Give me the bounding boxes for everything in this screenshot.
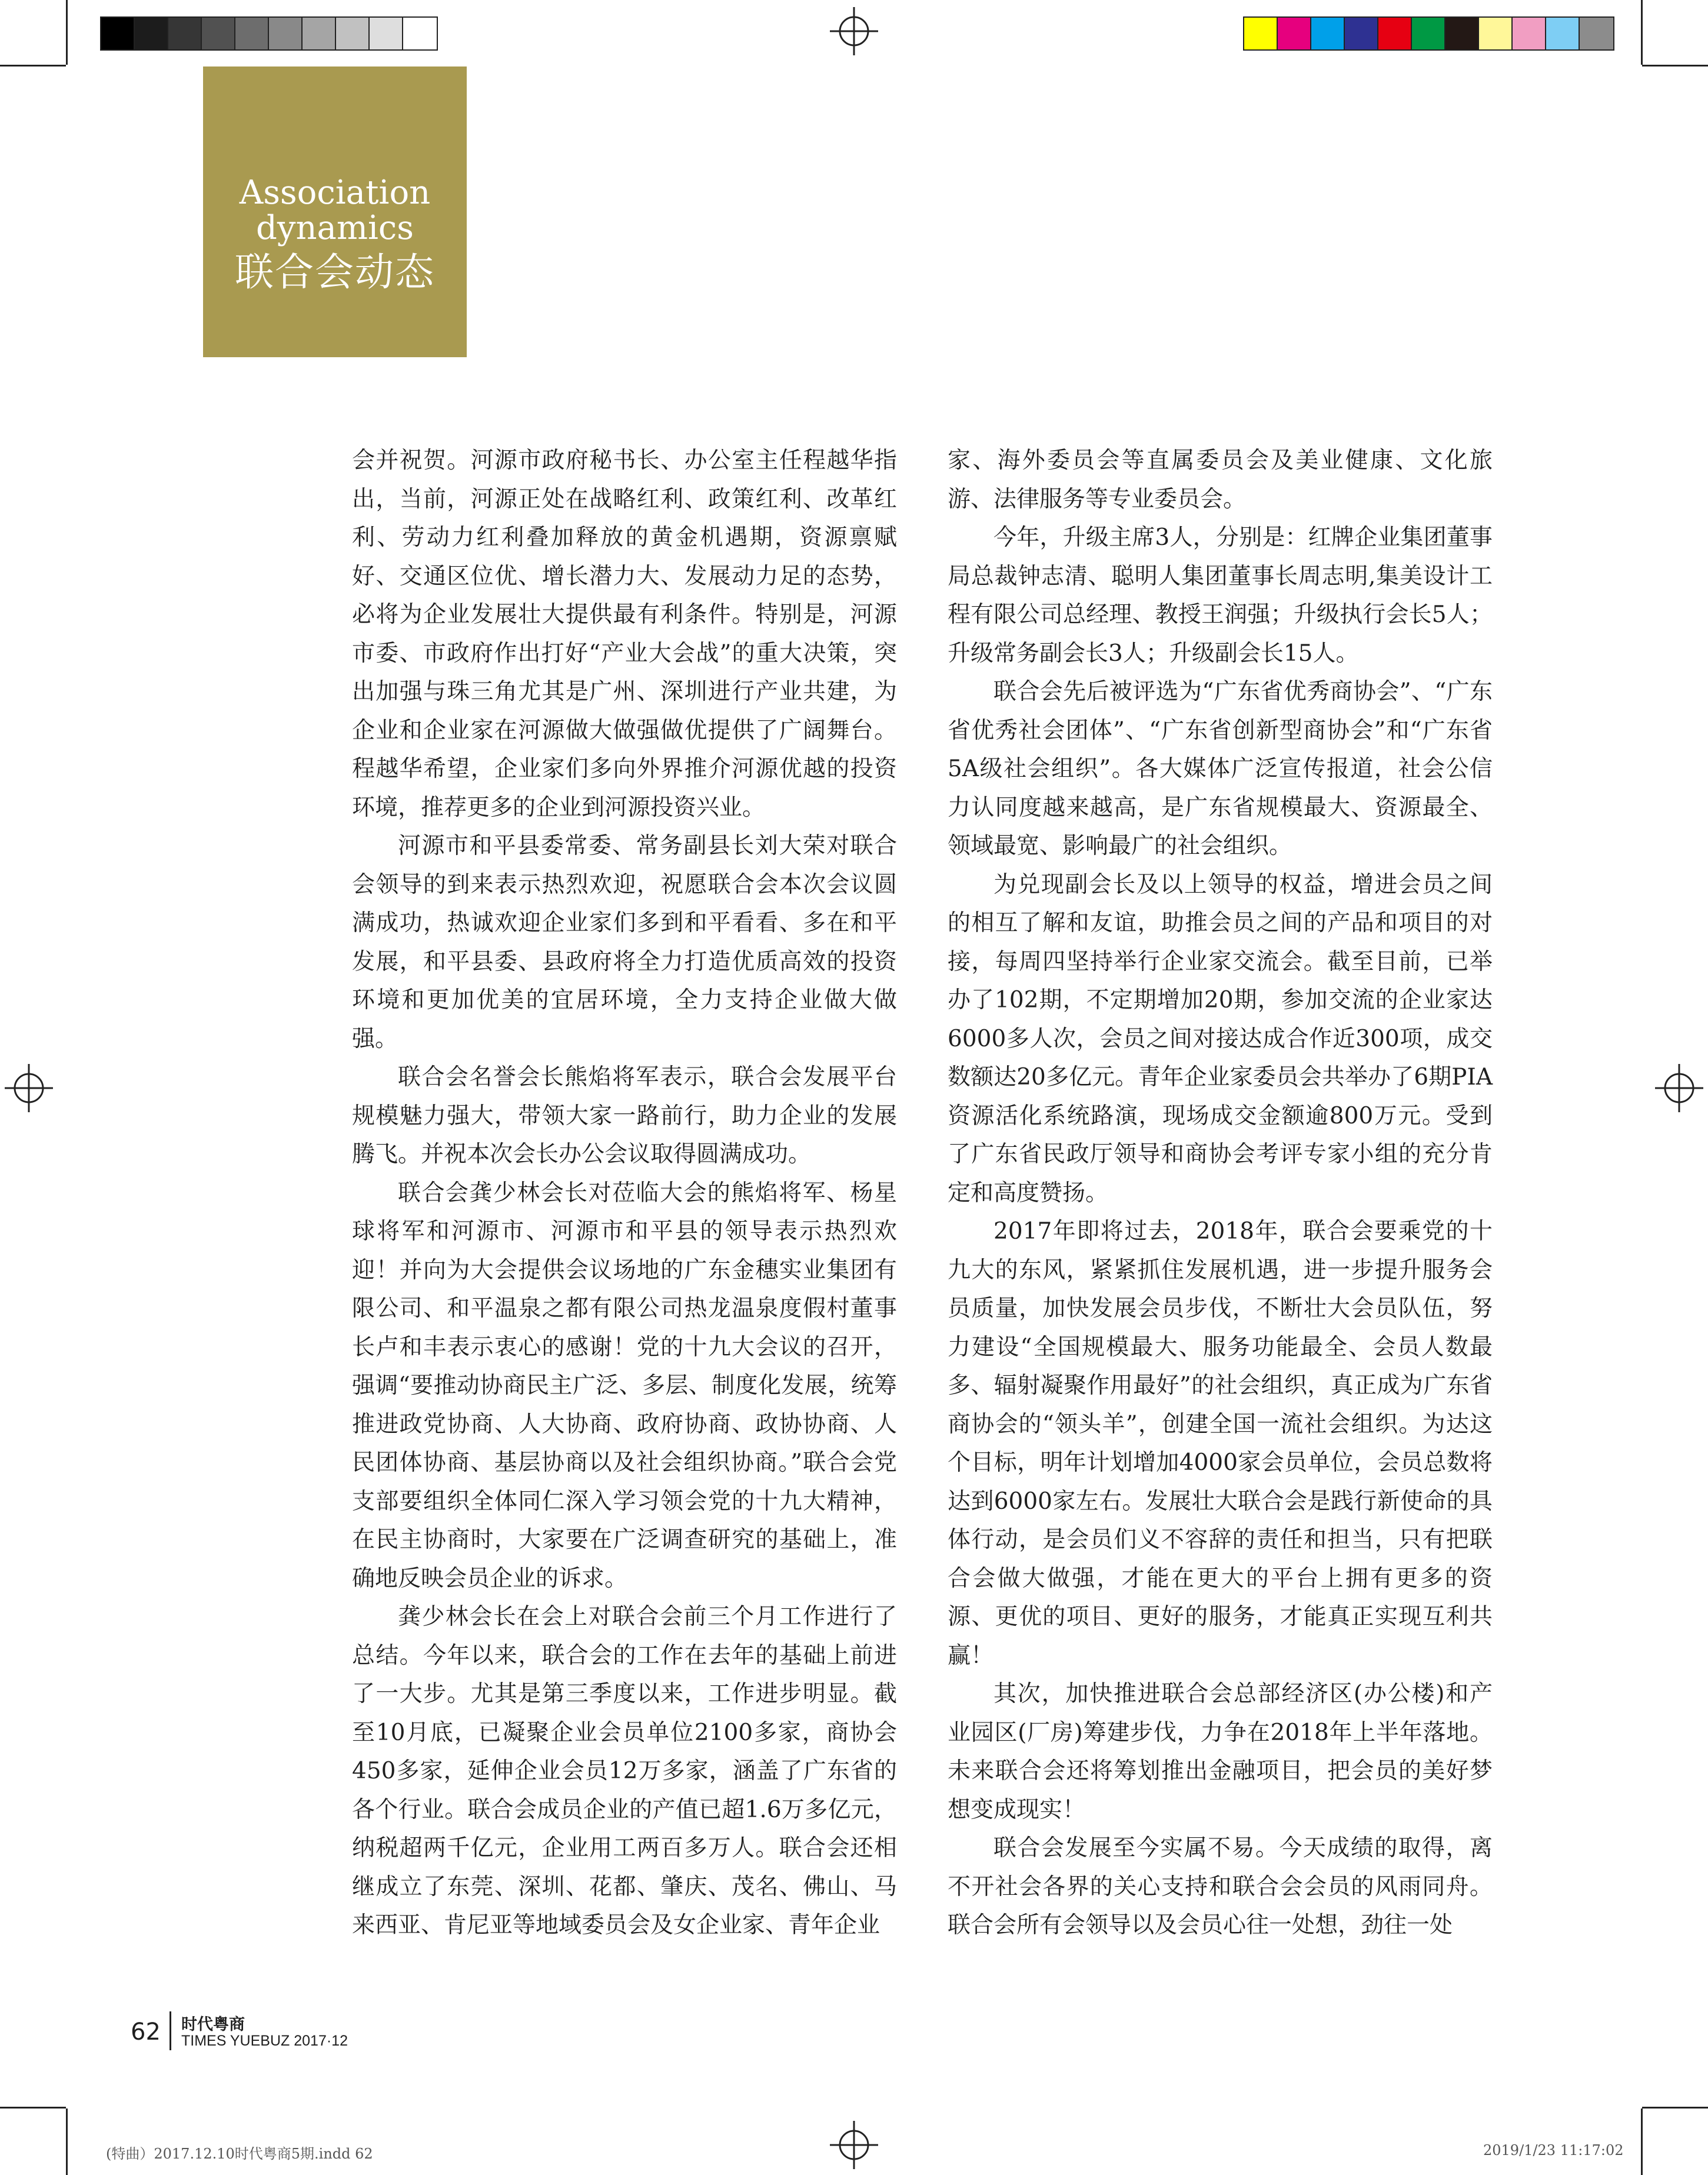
article-paragraph: 会并祝贺。河源市政府秘书长、办公室主任程越华指出，当前，河源正处在战略红利、政策红利、改革红利、劳动力红利叠加释放的黄金机遇期，资源禀赋好、交通区位优、增长潜力大、发展动力足的态势，必将为企业发展壮大提供最有利条件。特别是，河源市委、市政府作出打好“产业大会战”的重大决策，突出加强与珠三角尤其是广州、深圳进行产业共建，为企业和企业家在河源做大做强做优提供了广阔舞台。程越华希望，企业家们多向外界推介河源优越的投资环境，推荐更多的企业到河源投资兴业。 (352, 447, 897, 821)
section-title-en-line1: Association (239, 174, 431, 212)
registration-mark-icon (1655, 1064, 1703, 1112)
print-slug-file: (特曲）2017.12.10时代粤商5期.indd 62 (106, 2146, 373, 2162)
color-swatch (269, 18, 303, 49)
color-swatch (1479, 18, 1513, 49)
color-swatch (101, 18, 135, 49)
crop-mark (66, 0, 68, 65)
color-swatch (1244, 18, 1278, 49)
section-title-en-line2: dynamics (255, 209, 414, 247)
article-paragraph: 联合会发展至今实属不易。今天成绩的取得，离不开社会各界的关心支持和联合会会员的风雨同舟。联合会所有会领导以及会员心往一处想，劲往一处 (948, 1835, 1493, 1938)
color-swatch (1278, 18, 1311, 49)
article-paragraph: 家、海外委员会等直属委员会及美业健康、文化旅游、法律服务等专业委员会。 (948, 447, 1493, 513)
article-paragraph: 龚少林会长在会上对联合会前三个月工作进行了总结。今年以来，联合会的工作在去年的基础上前进了一大步。尤其是第三季度以来，工作进步明显。截至10月底，已凝聚企业会员单位2100多家，商协会450多家，延伸企业会员12万多家，涵盖了广东省的各个行业。联合会成员企业的产值已超1.6万多亿元，纳税超两千亿元，企业用工两百多万人。联合会还相继成立了东莞、深圳、花都、肇庆、茂名、佛山、马来西亚、肯尼亚等地域委员会及女企业家、青年企业 (352, 1604, 897, 1938)
color-swatch (1546, 18, 1580, 49)
crop-mark (66, 2109, 68, 2175)
registration-mark-icon (830, 7, 878, 55)
color-swatch (235, 18, 269, 49)
grayscale-calibration-bar (100, 16, 438, 51)
footer-divider (170, 2011, 171, 2050)
crop-mark (1641, 0, 1643, 65)
article-paragraph: 今年，升级主席3人，分别是：红牌企业集团董事局总裁钟志清、聪明人集团董事长周志明,集美设计工程有限公司总经理、教授王润强；升级执行会长5人；升级常务副会长3人；升级副会长15人。 (948, 524, 1493, 667)
color-swatch (1446, 18, 1479, 49)
registration-mark-icon (5, 1064, 53, 1112)
crop-mark (1642, 2107, 1708, 2109)
color-swatch (1378, 18, 1412, 49)
section-title-cn: 联合会动态 (235, 250, 435, 295)
crop-mark (1642, 65, 1708, 66)
crop-mark (0, 2107, 66, 2109)
color-swatch (1513, 18, 1546, 49)
color-swatch (1311, 18, 1345, 49)
article-paragraph: 为兑现副会长及以上领导的权益，增进会员之间的相互了解和友谊，助推会员之间的产品和项目的对接，每周四坚持举行企业家交流会。截至目前，已举办了102期，不定期增加20期，参加交流的企业家达6000多人次，会员之间对接达成合作近300项，成交数额达20多亿元。青年企业家委员会共举办了6期PIA资源活化系统路演，现场成交金额逾800万元。受到了广东省民政厅领导和商协会考评专家小组的充分肯定和高度赞扬。 (948, 871, 1493, 1206)
article-paragraph: 其次，加快推进联合会总部经济区(办公楼)和产业园区(厂房)筹建步伐，力争在2018年上半年落地。未来联合会还将筹划推出金融项目，把会员的美好梦想变成现实！ (948, 1681, 1493, 1823)
article-column-right (948, 441, 1493, 1945)
color-swatch (1345, 18, 1378, 49)
registration-mark-icon (830, 2121, 878, 2169)
magazine-name-cn: 时代粤商 (181, 2016, 245, 2034)
article-paragraph: 河源市和平县委常委、常务副县长刘大荣对联合会领导的到来表示热烈欢迎，祝愿联合会本次会议圆满成功，热诚欢迎企业家们多到和平看看、多在和平发展，和平县委、县政府将全力打造优质高效的投资环境和更加优美的宜居环境，全力支持企业做大做强。 (352, 833, 897, 1052)
article-paragraph: 2017年即将过去，2018年，联合会要乘党的十九大的东风，紧紧抓住发展机遇，进一步提升服务会员质量，加快发展会员步伐，不断壮大会员队伍，努力建设“全国规模最大、服务功能最全、会员人数最多、辐射凝聚作用最好”的社会组织，真正成为广东省商协会的“领头羊”，创建全国一流社会组织。为达这个目标，明年计划增加4000家会员单位，会员总数将达到6000家左右。发展壮大联合会是践行新使命的具体行动，是会员们义不容辞的责任和担当，只有把联合会做大做强，才能在更大的平台上拥有更多的资源、更优的项目、更好的服务，才能真正实现互利共赢！ (948, 1218, 1493, 1669)
color-swatch (1412, 18, 1446, 49)
page-number: 62 (131, 2018, 161, 2046)
print-slug-timestamp: 2019/1/23 11:17:02 (1483, 2142, 1624, 2159)
article-paragraph: 联合会先后被评选为“广东省优秀商协会”、“广东省优秀社会团体”、“广东省创新型商协会”和“广东省5A级社会组织”。各大媒体广泛宣传报道，社会公信力认同度越来越高，是广东省规模最大、资源最全、领域最宽、影响最广的社会组织。 (948, 679, 1493, 859)
color-calibration-bar (1243, 16, 1614, 51)
article-paragraph: 联合会名誉会长熊焰将军表示，联合会发展平台规模魅力强大，带领大家一路前行，助力企业的发展腾飞。并祝本次会长办公会议取得圆满成功。 (352, 1064, 897, 1168)
color-swatch (370, 18, 403, 49)
color-swatch (135, 18, 168, 49)
color-swatch (336, 18, 370, 49)
article-column-left (352, 441, 897, 1945)
color-swatch (303, 18, 336, 49)
article-paragraph: 联合会龚少林会长对莅临大会的熊焰将军、杨星球将军和河源市、河源市和平县的领导表示热烈欢迎！并向为大会提供会议场地的广东金穗实业集团有限公司、和平温泉之都有限公司热龙温泉度假村董事长卢和丰表示衷心的感谢！党的十九大会议的召开，强调“要推动协商民主广泛、多层、制度化发展，统筹推进政党协商、人大协商、政府协商、政协协商、人民团体协商、基层协商以及社会组织协商。”联合会党支部要组织全体同仁深入学习领会党的十九大精神，在民主协商时，大家要在广泛调查研究的基础上，准确地反映会员企业的诉求。 (352, 1179, 897, 1592)
color-swatch (1580, 18, 1613, 49)
color-swatch (202, 18, 235, 49)
color-swatch (403, 18, 437, 49)
crop-mark (1641, 2109, 1643, 2175)
color-swatch (168, 18, 202, 49)
crop-mark (0, 65, 66, 66)
section-header-box (203, 66, 467, 357)
magazine-issue-en: TIMES YUEBUZ 2017·12 (181, 2033, 348, 2049)
